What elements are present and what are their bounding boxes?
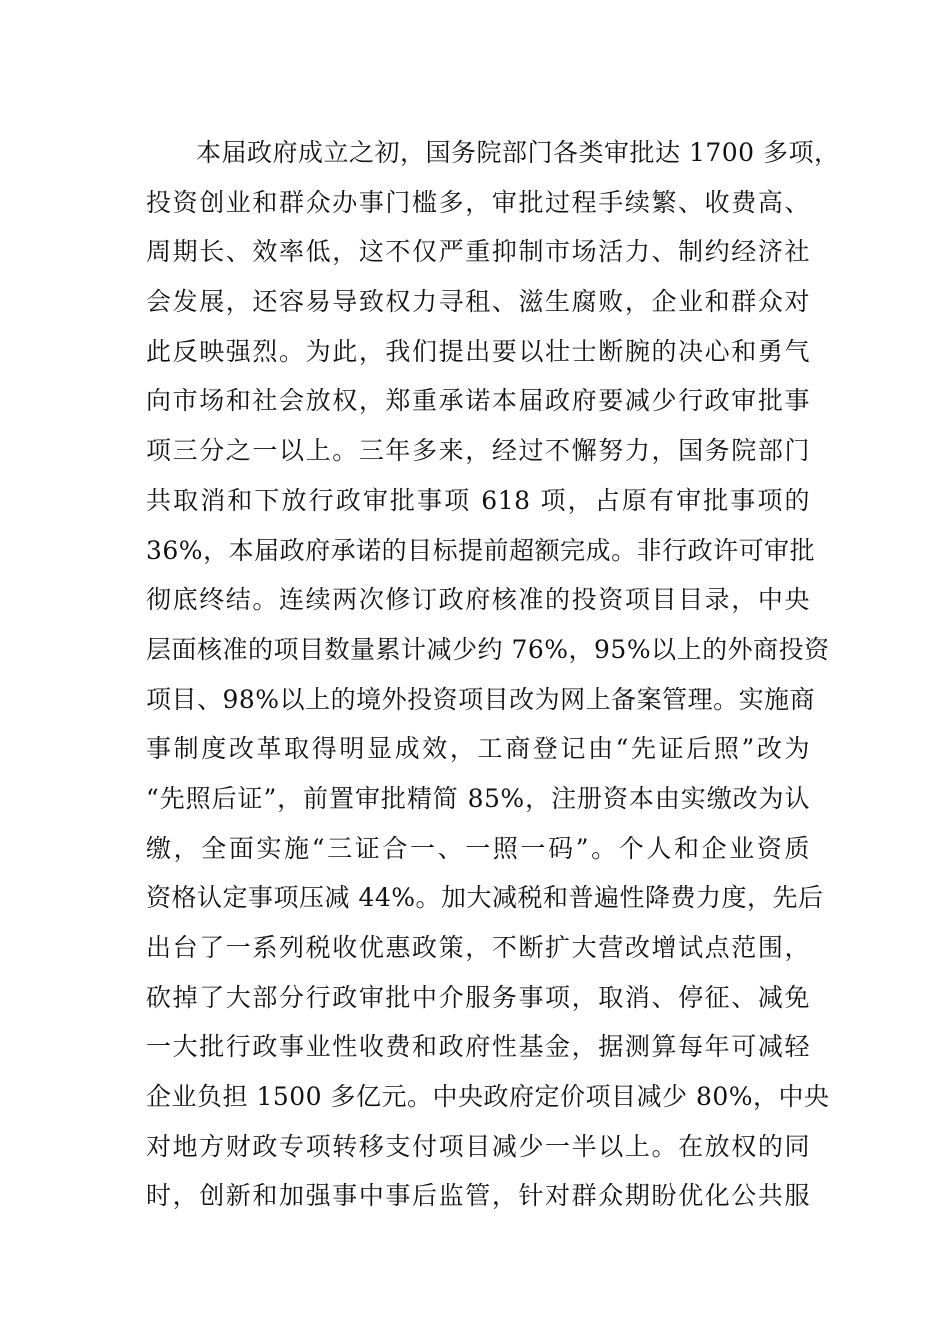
paragraph-line: 共取消和下放行政审批事项 618 项，占原有审批事项的 (146, 485, 810, 515)
paragraph-line: 砍掉了大部分行政审批中介服务事项，取消、停征、减免 (146, 982, 810, 1012)
paragraph-line: 一大批行政事业性收费和政府性基金，据测算每年可减轻 (146, 1032, 810, 1062)
paragraph-line: 向市场和社会放权，郑重承诺本届政府要减少行政审批事 (146, 386, 810, 416)
paragraph-line: “先照后证”，前置审批精简 85%，注册资本由实缴改为认 (146, 783, 810, 813)
paragraph-line: 层面核准的项目数量累计减少约 76%，95%以上的外商投资 (146, 634, 830, 664)
paragraph-line: 会发展，还容易导致权力寻租、滋生腐败，企业和群众对 (146, 287, 810, 317)
paragraph-line: 出台了一系列税收优惠政策，不断扩大营改增试点范围， (146, 933, 810, 962)
paragraph-line: 周期长、效率低，这不仅严重抑制市场活力、制约经济社 (146, 237, 810, 267)
paragraph-line: 36%，本届政府承诺的目标提前超额完成。非行政许可审批 (146, 535, 816, 565)
paragraph-line: 项三分之一以上。三年多来，经过不懈努力，国务院部门 (146, 436, 810, 466)
paragraph-line: 事制度改革取得明显成效，工商登记由“先证后照”改为 (146, 734, 810, 764)
body-paragraph (146, 128, 840, 1221)
paragraph-line: 彻底终结。连续两次修订政府核准的投资项目目录，中央 (146, 585, 810, 615)
paragraph-line: 企业负担 1500 多亿元。中央政府定价项目减少 80%，中央 (146, 1082, 830, 1112)
paragraph-line: 本届政府成立之初，国务院部门各类审批达 1700 多项， (196, 138, 840, 167)
paragraph-line: 缴，全面实施“三证合一、一照一码”。个人和企业资质 (146, 833, 810, 863)
paragraph-line: 时，创新和加强事中事后监管，针对群众期盼优化公共服 (146, 1181, 810, 1211)
paragraph-line: 资格认定事项压减 44%。加大减税和普遍性降费力度，先后 (146, 883, 824, 913)
paragraph-line: 对地方财政专项转移支付项目减少一半以上。在放权的同 (146, 1131, 810, 1161)
paragraph-line: 项目、98%以上的境外投资项目改为网上备案管理。实施商 (146, 684, 816, 714)
paragraph-line: 投资创业和群众办事门槛多，审批过程手续繁、收费高、 (146, 187, 810, 217)
paragraph-line: 此反映强烈。为此，我们提出要以壮士断腕的决心和勇气 (146, 336, 810, 366)
